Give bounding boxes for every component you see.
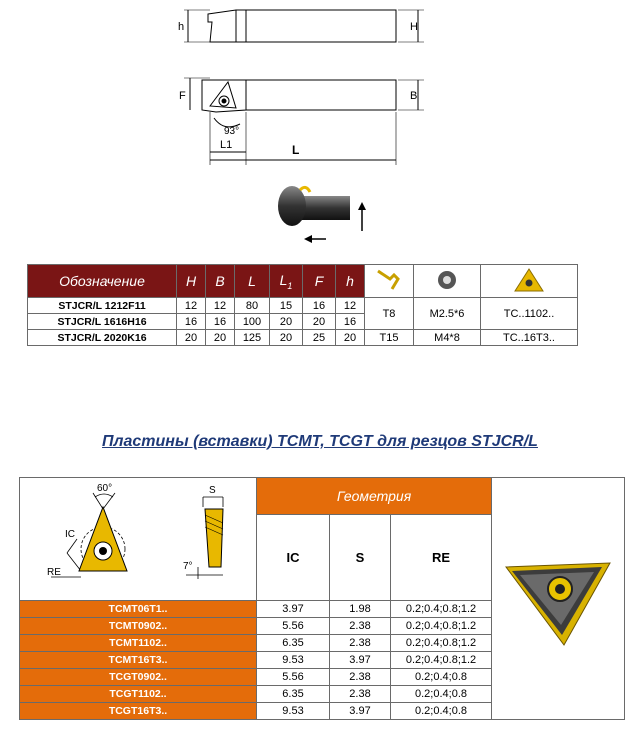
header-L: L xyxy=(235,265,270,298)
section-title: Пластины (вставки) TCMT, TCGT для резцов STJCR/L xyxy=(102,433,538,450)
header-designation: Обозначение xyxy=(28,265,177,298)
table-row: TCGT0902.. 5.56 2.38 0.2;0.4;0.8 xyxy=(20,669,625,686)
insert-photo-cell xyxy=(492,478,625,720)
col-re-header: RE xyxy=(391,515,492,601)
angle-label: 93° xyxy=(224,126,240,137)
triangle-insert-icon xyxy=(512,267,546,293)
table-row: TCMT1102.. 6.35 2.38 0.2;0.4;0.8;1.2 xyxy=(20,635,625,652)
tool-holder-3d-icon xyxy=(270,176,380,251)
angle-60-label: 60° xyxy=(97,482,113,494)
table-row: TCMT0902.. 5.56 2.38 0.2;0.4;0.8;1.2 xyxy=(20,618,625,635)
table-row: TCMT06T1.. 3.97 1.98 0.2;0.4;0.8;1.2 xyxy=(20,601,625,618)
torx-key-icon xyxy=(374,267,404,293)
angle-7-label: 7° xyxy=(183,560,193,572)
dim-B-label: B xyxy=(410,90,418,102)
dim-L1-label: L1 xyxy=(220,139,233,151)
table-row: STJCR/L 2020K16 20 20 125 20 25 20 T15 M4*8 TC..16T3.. xyxy=(28,330,578,346)
header-L1: $L_1$ xyxy=(270,265,303,298)
insert-spec-table xyxy=(19,477,625,720)
table-row: TCGT1102.. 6.35 2.38 0.2;0.4;0.8 xyxy=(20,686,625,703)
col-ic-header: IC xyxy=(257,515,330,601)
tool-holder-drawing xyxy=(170,0,440,170)
dim-L-label: L xyxy=(292,143,300,157)
header-B: B xyxy=(206,265,235,298)
screw-icon xyxy=(432,267,462,293)
header-H: H xyxy=(177,265,206,298)
header-key-icon xyxy=(365,265,414,298)
table-row: TCGT16T3.. 9.53 3.97 0.2;0.4;0.8 xyxy=(20,703,625,720)
table-row: TCMT16T3.. 9.53 3.97 0.2;0.4;0.8;1.2 xyxy=(20,652,625,669)
geometry-header: Геометрия xyxy=(257,478,492,515)
dim-F-label: F xyxy=(179,90,186,102)
key-large: T15 xyxy=(365,330,414,346)
header-F: F xyxy=(303,265,336,298)
insert-drawing-cell xyxy=(20,478,257,601)
screw-small: M2.5*6 xyxy=(414,298,481,330)
header-screw-icon xyxy=(414,265,481,298)
table-row: STJCR/L 1212F11 12 12 80 15 16 12 T8 M2.5*6 TC..1102.. xyxy=(28,298,578,314)
insert-geometry-drawing xyxy=(23,479,253,597)
header-insert-icon xyxy=(481,265,578,298)
insert-large: TC..16T3.. xyxy=(481,330,578,346)
label-re: RE xyxy=(47,566,61,578)
header-h: h xyxy=(336,265,365,298)
key-small: T8 xyxy=(365,298,414,330)
table-row: STJCR/L 1616H16 16 16 100 20 20 16 xyxy=(28,314,578,330)
col-s-header: S xyxy=(330,515,391,601)
screw-large: M4*8 xyxy=(414,330,481,346)
insert-small: TC..1102.. xyxy=(481,298,578,330)
label-ic: IC xyxy=(65,528,75,540)
insert-photo-icon xyxy=(498,537,618,657)
label-s: S xyxy=(209,484,216,496)
holder-spec-table xyxy=(27,264,578,346)
dim-h-label: h xyxy=(178,21,185,33)
dim-H-label: H xyxy=(410,21,418,33)
